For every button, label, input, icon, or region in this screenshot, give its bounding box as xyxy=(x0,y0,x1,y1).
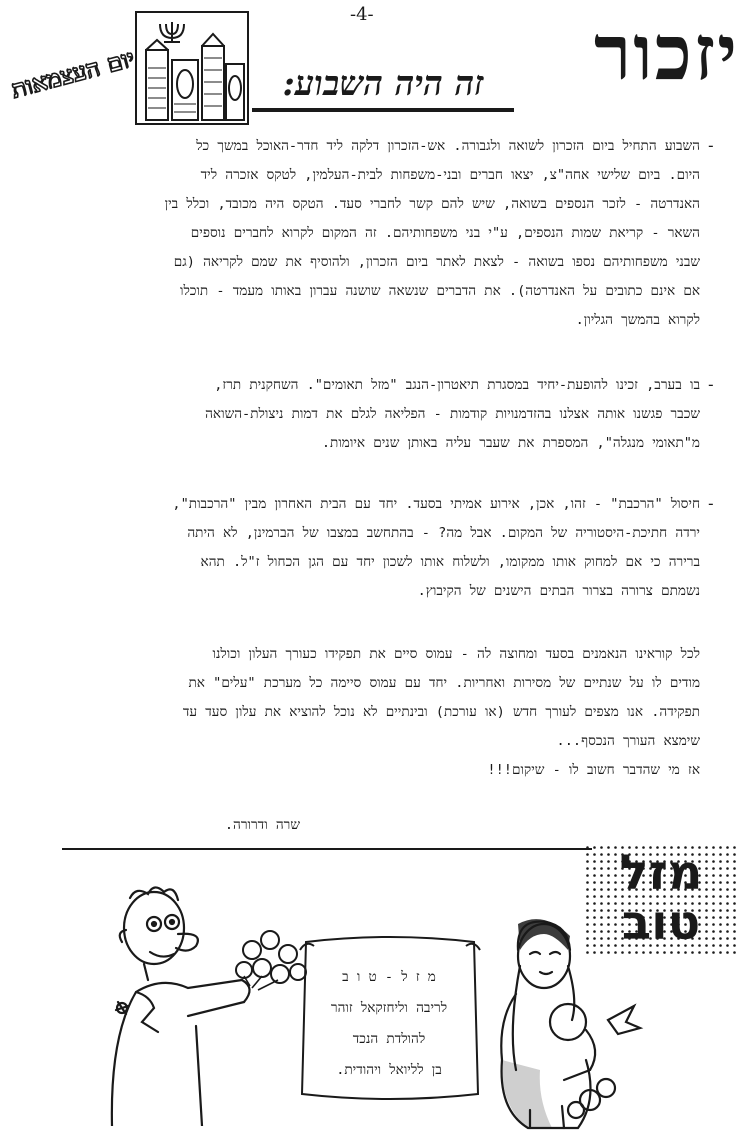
paragraph-line: נשמתם צרורה בצרור הבתים הישנים של הקיבוץ. xyxy=(417,583,700,599)
announcement-heading: מ ז ל - ט ו ב xyxy=(342,969,436,985)
mazal-tov-announcement xyxy=(306,962,472,1086)
paragraph-line: ירדה חתיכת-היסטוריה של המקום. אבל מה? - בהתחשב במצבו של הברמינן, לא היתה xyxy=(187,525,700,541)
page-title: יזכור xyxy=(593,8,739,97)
paragraph-line: ברירה כי אם למחוק אותו ממקומו, ולשלוח אותו לשכון יחד עם הגן הכחול ז"ל. תהא xyxy=(200,554,700,570)
paragraph-line: השאר - קריאת שמות הנספים, ע"י בני משפחותיהם. זה המקום לקרוא לחברים נוספים xyxy=(190,225,700,241)
paragraph-line: היום. ביום שלישי אחה"צ, יצאו חברים ובני-משפחות לבית-העלמין, לטקס אזכרה ליד xyxy=(200,167,700,183)
man-with-flowers-illustration xyxy=(92,876,312,1126)
paragraph-editor-farewell xyxy=(60,640,700,785)
announcement-line: לריבה וליחזקאל זוהר xyxy=(330,1000,448,1016)
paragraph-line: השבוע התחיל ביום הזכרון לשואה ולגבורה. אש-הזכרון דלקה ליד חדר-האוכל במשך כל xyxy=(196,138,700,154)
paragraph-line: בו בערב, זכינו להופעת-יחיד במסגרת תיאטרון-הנגב "מזל תאומים". השחקנית תרז, xyxy=(214,377,700,393)
paragraph-train-removal xyxy=(60,490,700,606)
paragraph-line: שימצא העורך הנכסף... xyxy=(556,733,700,749)
section-subtitle: זה היה השבוע: xyxy=(282,64,484,104)
paragraph-line: שכבר פגשנו אותה אצלנו בהזדמנויות קודמות - הפליאה לגלם את דמות ניצולת-השואה xyxy=(205,406,700,422)
subtitle-underline xyxy=(252,108,514,112)
paragraph-memorial-day xyxy=(60,132,700,335)
bullet-dash: - xyxy=(706,494,716,513)
paragraph-line: אם אינם כתובים על האנדרטה). את הדברים שנשאה שושנה עברון באותו מעמד - תוכלו xyxy=(179,283,700,299)
jerusalem-menorah-illustration xyxy=(132,8,252,128)
independence-day-stamp: יום העצמאות xyxy=(8,43,138,104)
paragraph-line: מודים לו על שנתיים של מסירות ואחריות. יחד עם עמוס סיימה כל מערכת "עלים" את xyxy=(188,675,700,691)
bullet-dash: - xyxy=(706,136,716,155)
paragraph-theater xyxy=(60,371,700,458)
paragraph-line: מ"תאומי מנגלה", המספרת את שעבר עליה באותן שנים איומות. xyxy=(321,435,700,451)
bullet-dash: - xyxy=(706,375,716,394)
paragraph-line: שבני משפחותיהם נספו בשואה - לצאת לאתר ביום הזכרון, ולהוסיף את שמם לקריאה (גם xyxy=(173,254,700,270)
woman-with-baby-illustration xyxy=(468,910,644,1132)
paragraph-line: אז מי שהדבר חשוב לו - שיקום!!! xyxy=(487,762,700,778)
mazal-tov-graphic: מזל טוב xyxy=(619,845,703,951)
paragraph-line: תפקידה. אנו מצפים לעורך חדש (או עורכת) ובינתיים לא נוכל להוציא את עלון סעד עד xyxy=(182,704,700,720)
signature: שרה ודרורה. xyxy=(224,817,300,833)
separator-line xyxy=(62,848,592,850)
announcement-line: בן לליואל ויהודית. xyxy=(336,1062,442,1078)
paragraph-line: האנדרטה - לזכר הנספים בשואה, שיש להם קשר לחברי סעד. הטקס היה מכובד, וכלל בין xyxy=(164,196,700,212)
announcement-line: להולדת הנכד xyxy=(352,1031,426,1047)
paragraph-line: חיסול "הרכבת" - זהו, אכן, אירוע אמיתי בסעד. יחד עם הבית האחרון מבין "הרכבות", xyxy=(172,496,700,512)
paragraph-line: לקרוא בהמשך הגליון. xyxy=(575,312,700,328)
page-number: -4- xyxy=(350,4,374,25)
paragraph-line: לכל קוראינו הנאמנים בסעד ומחוצה לה - עמוס סיים את תפקידו כעורך העלון וכולנו xyxy=(212,646,700,662)
